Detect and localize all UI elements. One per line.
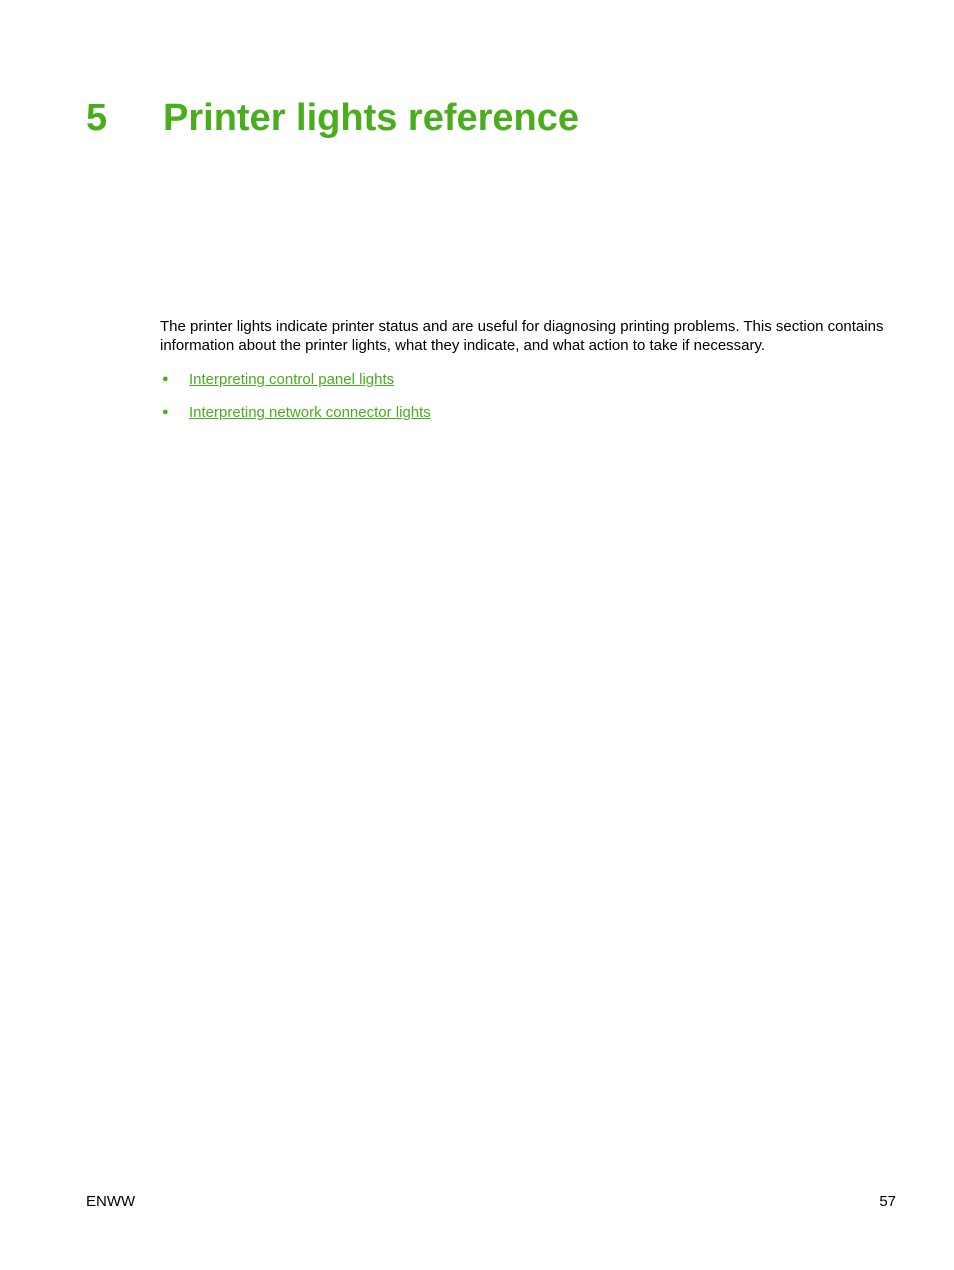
chapter-title: Printer lights reference (163, 97, 580, 139)
link-network-connector-lights[interactable]: Interpreting network connector lights (189, 404, 431, 421)
footer-label: ENWW (86, 1193, 136, 1210)
bullet-icon: ● (162, 373, 169, 385)
link-list (160, 370, 431, 436)
intro-paragraph: The printer lights indicate printer status and are useful for diagnosing printing problems. This section contains information about the printer lights, what they indicate, and what action to take if necessary. (160, 318, 884, 354)
page-number: 57 (879, 1193, 896, 1210)
list-item (160, 403, 431, 422)
bullet-icon: ● (162, 406, 169, 418)
link-control-panel-lights[interactable]: Interpreting control panel lights (189, 371, 395, 388)
chapter-number: 5 (86, 97, 108, 139)
list-item (160, 370, 431, 389)
chapter-heading (86, 94, 579, 142)
